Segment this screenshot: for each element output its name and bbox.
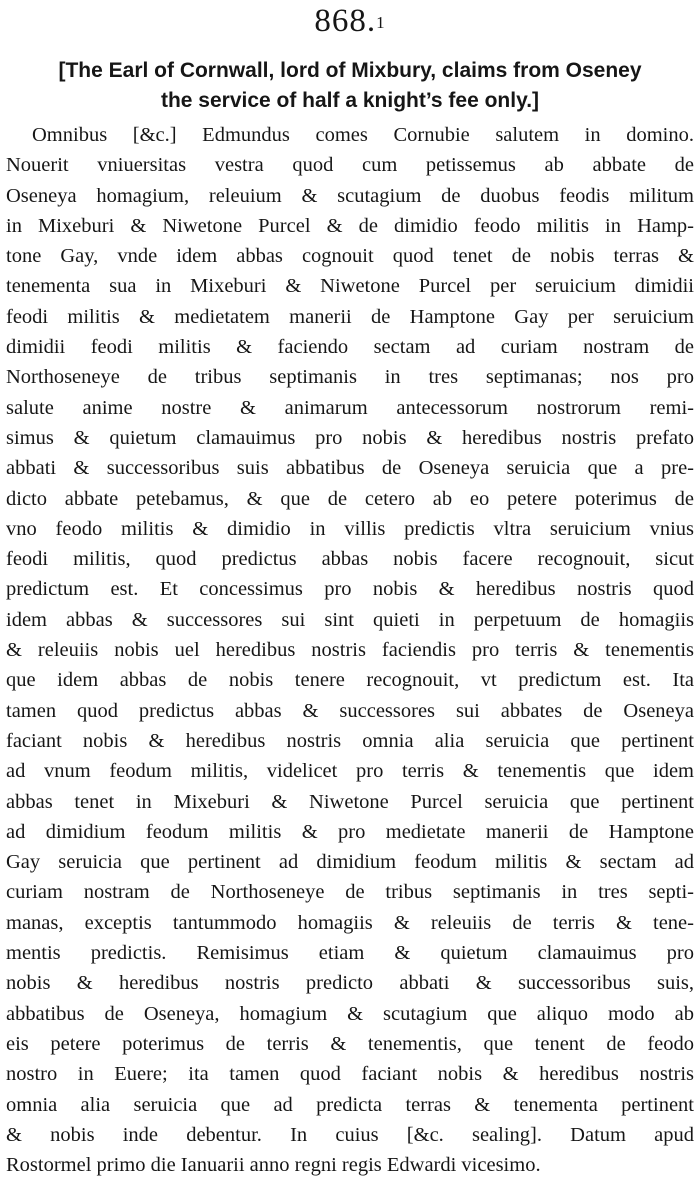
body-text-line: tone Gay, vnde idem abbas cognouit quod tenet de nobis terras &	[6, 245, 694, 268]
heading-line: [The Earl of Cornwall, lord of Mixbury, claims from Oseney	[58, 59, 642, 82]
body-text-line: feodi militis, quod predictus abbas nobis facere recognouit, sicut	[6, 548, 694, 571]
body-text-line: abbati & successoribus suis abbatibus de Oseneya seruicia que a pre-	[6, 457, 694, 480]
body-text-line: curiam nostram de Northoseneye de tribus septimanis in tres septi-	[6, 881, 694, 904]
body-text-line: nobis & heredibus nostris predicto abbati & successoribus suis,	[6, 972, 694, 995]
heading-line: the service of half a knight’s fee only.]	[160, 89, 540, 112]
charter-body	[6, 120, 694, 1180]
body-text-line: & releuiis nobis uel heredibus nostris faciendis pro terris & tenementis	[6, 639, 694, 662]
body-text-line: nostro in Euere; ita tamen quod faciant nobis & heredibus nostris	[6, 1063, 694, 1086]
body-text-line: abbatibus de Oseneya, homagium & scutagium que aliquo modo ab	[6, 1002, 694, 1025]
body-text-line: Rostormel primo die Ianuarii anno regni regis Edwardi vicesimo.	[6, 1154, 541, 1177]
charter-heading	[6, 56, 694, 116]
body-text-line: Nouerit vniuersitas vestra quod cum petissemus ab abbate de	[6, 154, 694, 177]
body-text-line: feodi militis & medietatem manerii de Hamptone Gay per seruicium	[6, 305, 694, 328]
body-text-line: idem abbas & successores sui sint quieti in perpetuum de homagiis	[6, 608, 694, 631]
body-text-line: mentis predictis. Remisimus etiam & quietum clamauimus pro	[6, 942, 694, 965]
body-text-line: vno feodo militis & dimidio in villis predictis vltra seruicium vnius	[6, 517, 694, 540]
footnote-mark: 1	[376, 13, 386, 32]
body-text-line: Gay seruicia que pertinent ad dimidium feodum militis & sectam ad	[6, 851, 694, 874]
body-text-line: que idem abbas de nobis tenere recognouit, vt predictum est. Ita	[6, 669, 694, 692]
body-text-line: predictum est. Et concessimus pro nobis & heredibus nostris quod	[6, 578, 694, 601]
body-text-line: & nobis inde debentur. In cuius [&c. sealing]. Datum apud	[6, 1123, 694, 1146]
body-text-line: tamen quod predictus abbas & successores sui abbates de Oseneya	[6, 699, 694, 722]
body-text-line: dimidii feodi militis & faciendo sectam ad curiam nostram de	[6, 336, 694, 359]
charter-number-text: 868.	[314, 3, 377, 39]
body-text-line: in Mixeburi & Niwetone Purcel & de dimidio feodo militis in Hamp-	[6, 214, 694, 237]
body-text-line: Northoseneye de tribus septimanis in tres septimanas; nos pro	[6, 366, 694, 389]
body-text-line: abbas tenet in Mixeburi & Niwetone Purcel seruicia que pertinent	[6, 790, 694, 813]
body-text-line: omnia alia seruicia que ad predicta terras & tenementa pertinent	[6, 1093, 694, 1116]
charter-number	[0, 2, 700, 40]
body-text-line: simus & quietum clamauimus pro nobis & heredibus nostris prefato	[6, 426, 694, 449]
body-text-line: ad vnum feodum militis, videlicet pro terris & tenementis que idem	[6, 760, 694, 783]
body-text-line: manas, exceptis tantummodo homagiis & releuiis de terris & tene-	[6, 911, 694, 934]
body-text-line: faciant nobis & heredibus nostris omnia alia seruicia que pertinent	[6, 729, 694, 752]
body-text-line: Omnibus [&c.] Edmundus comes Cornubie salutem in domino.	[32, 124, 694, 146]
body-text-line: eis petere poterimus de terris & tenementis, que tenent de feodo	[6, 1032, 694, 1055]
body-text-line: salute anime nostre & animarum antecessorum nostrorum remi-	[6, 396, 694, 419]
body-text-line: dicto abbate petebamus, & que de cetero ab eo petere poterimus de	[6, 487, 694, 510]
body-text-line: tenementa sua in Mixeburi & Niwetone Purcel per seruicium dimidii	[6, 275, 694, 298]
body-text-line: Oseneya homagium, releuium & scutagium de duobus feodis militum	[6, 184, 694, 207]
body-text-line: ad dimidium feodum militis & pro medietate manerii de Hamptone	[6, 820, 694, 843]
